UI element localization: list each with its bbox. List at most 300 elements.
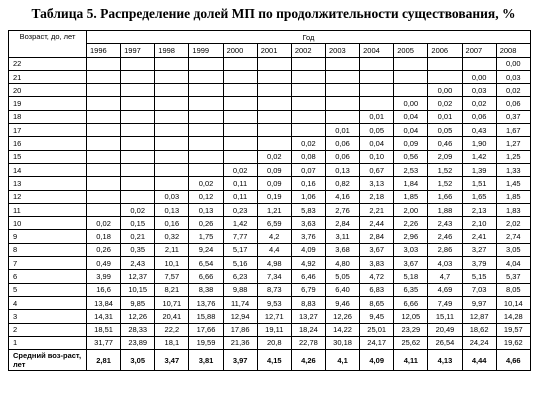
- table-cell: [394, 70, 428, 83]
- table-cell: 4,16: [325, 190, 359, 203]
- year-header: 1999: [189, 44, 223, 57]
- table-cell: 4,69: [428, 283, 462, 296]
- table-cell: 8,05: [496, 283, 530, 296]
- age-label: 21: [9, 70, 87, 83]
- table-cell: [360, 97, 394, 110]
- table-cell: 0,10: [360, 150, 394, 163]
- table-cell: [325, 57, 359, 70]
- table-cell: 13,76: [189, 296, 223, 309]
- table-cell: 1,42: [223, 217, 257, 230]
- table-cell: 0,67: [360, 163, 394, 176]
- table-cell: 16,6: [87, 283, 121, 296]
- table-row: [9, 283, 531, 296]
- table-cell: 5,83: [291, 203, 325, 216]
- table-cell: 2,11: [155, 243, 189, 256]
- table-cell: 0,06: [462, 110, 496, 123]
- table-cell: 0,19: [257, 190, 291, 203]
- age-label: 9: [9, 230, 87, 243]
- table-cell: 2,53: [394, 163, 428, 176]
- table-cell: [155, 110, 189, 123]
- table-cell: [87, 84, 121, 97]
- table-cell: 8,21: [155, 283, 189, 296]
- table-cell: 1,67: [496, 124, 530, 137]
- table-cell: 5,37: [496, 270, 530, 283]
- table-cell: [121, 84, 155, 97]
- table-cell: 4,09: [291, 243, 325, 256]
- table-cell: 20,49: [428, 323, 462, 336]
- age-label: 19: [9, 97, 87, 110]
- table-cell: [428, 70, 462, 83]
- table-cell: 1,42: [462, 150, 496, 163]
- table-cell: 9,24: [189, 243, 223, 256]
- table-cell: 8,73: [257, 283, 291, 296]
- table-cell: 0,43: [462, 124, 496, 137]
- table-row: [9, 323, 531, 336]
- table-cell: [223, 137, 257, 150]
- table-cell: 14,31: [87, 310, 121, 323]
- table-cell: 9,53: [257, 296, 291, 309]
- table-cell: 19,11: [257, 323, 291, 336]
- age-label: 16: [9, 137, 87, 150]
- table-cell: [155, 163, 189, 176]
- table-cell: 0,00: [496, 57, 530, 70]
- average-age-cell: 2,81: [87, 350, 121, 371]
- table-cell: 0,04: [394, 110, 428, 123]
- table-cell: 0,23: [223, 203, 257, 216]
- table-cell: 9,46: [325, 296, 359, 309]
- table-cell: 1,85: [394, 190, 428, 203]
- table-cell: [87, 57, 121, 70]
- table-cell: 1,84: [394, 177, 428, 190]
- table-cell: 3,83: [360, 257, 394, 270]
- table-cell: 2,18: [360, 190, 394, 203]
- table-cell: 2,43: [428, 217, 462, 230]
- table-cell: 7,34: [257, 270, 291, 283]
- table-row: [9, 57, 531, 70]
- average-age-cell: 3,97: [223, 350, 257, 371]
- table-cell: 15,11: [428, 310, 462, 323]
- table-cell: [223, 150, 257, 163]
- age-label: 18: [9, 110, 87, 123]
- table-cell: 1,75: [189, 230, 223, 243]
- table-cell: 8,65: [360, 296, 394, 309]
- table-cell: [121, 137, 155, 150]
- table-cell: [121, 57, 155, 70]
- table-cell: 1,45: [496, 177, 530, 190]
- table-cell: 10,14: [496, 296, 530, 309]
- table-cell: 4,03: [428, 257, 462, 270]
- table-cell: 3,03: [394, 243, 428, 256]
- table-cell: 7,49: [428, 296, 462, 309]
- table-cell: [87, 177, 121, 190]
- table-cell: [291, 97, 325, 110]
- age-label: 11: [9, 203, 87, 216]
- table-cell: 0,32: [155, 230, 189, 243]
- table-cell: 15,88: [189, 310, 223, 323]
- table-cell: 1,52: [428, 177, 462, 190]
- table-cell: 0,37: [496, 110, 530, 123]
- table-row: [9, 110, 531, 123]
- table-cell: 18,51: [87, 323, 121, 336]
- table-cell: 1,39: [462, 163, 496, 176]
- table-cell: 0,02: [291, 137, 325, 150]
- table-cell: 26,54: [428, 336, 462, 349]
- table-cell: 12,26: [121, 310, 155, 323]
- table-cell: [189, 70, 223, 83]
- table-row: [9, 163, 531, 176]
- table-cell: 28,33: [121, 323, 155, 336]
- table-cell: [462, 57, 496, 70]
- table-cell: [325, 110, 359, 123]
- table-cell: 2,46: [428, 230, 462, 243]
- table-cell: 0,05: [428, 124, 462, 137]
- table-row: [9, 70, 531, 83]
- age-label: 2: [9, 323, 87, 336]
- table-cell: 6,79: [291, 283, 325, 296]
- table-cell: [87, 97, 121, 110]
- table-cell: 1,21: [257, 203, 291, 216]
- table-cell: 22,78: [291, 336, 325, 349]
- table-cell: [121, 163, 155, 176]
- table-cell: 20,41: [155, 310, 189, 323]
- table-cell: 31,77: [87, 336, 121, 349]
- table-cell: 2,74: [496, 230, 530, 243]
- table-cell: 0,56: [394, 150, 428, 163]
- table-cell: 17,66: [189, 323, 223, 336]
- table-cell: 14,28: [496, 310, 530, 323]
- table-cell: [155, 124, 189, 137]
- table-cell: 3,67: [394, 257, 428, 270]
- table-row: [9, 97, 531, 110]
- age-label: 3: [9, 310, 87, 323]
- table-cell: [291, 57, 325, 70]
- table-cell: [257, 124, 291, 137]
- table-cell: 9,88: [223, 283, 257, 296]
- table-cell: 0,07: [291, 163, 325, 176]
- table-row: [9, 296, 531, 309]
- table-cell: 0,01: [325, 124, 359, 137]
- table-cell: [257, 137, 291, 150]
- table-cell: 4,72: [360, 270, 394, 283]
- table-cell: 0,02: [121, 203, 155, 216]
- table-row: [9, 84, 531, 97]
- table-cell: [291, 84, 325, 97]
- table-cell: 1,25: [496, 150, 530, 163]
- table-cell: [325, 84, 359, 97]
- table-cell: [87, 150, 121, 163]
- table-cell: [121, 110, 155, 123]
- age-label: 7: [9, 257, 87, 270]
- table-cell: [257, 70, 291, 83]
- table-cell: 0,16: [291, 177, 325, 190]
- table-cell: [223, 97, 257, 110]
- table-cell: 0,82: [325, 177, 359, 190]
- table-cell: 17,86: [223, 323, 257, 336]
- table-cell: 2,21: [360, 203, 394, 216]
- table-cell: [291, 70, 325, 83]
- table-cell: 18,1: [155, 336, 189, 349]
- table-cell: [155, 57, 189, 70]
- table-cell: 22,2: [155, 323, 189, 336]
- table-cell: 8,83: [291, 296, 325, 309]
- table-cell: [360, 84, 394, 97]
- table-cell: [189, 137, 223, 150]
- table-cell: 0,11: [223, 177, 257, 190]
- table-cell: 19,59: [189, 336, 223, 349]
- table-cell: 6,59: [257, 217, 291, 230]
- table-cell: 9,85: [121, 296, 155, 309]
- table-cell: [257, 57, 291, 70]
- table-cell: [189, 84, 223, 97]
- table-cell: [291, 124, 325, 137]
- table-cell: 0,35: [121, 243, 155, 256]
- table-cell: 0,02: [462, 97, 496, 110]
- age-label: 14: [9, 163, 87, 176]
- table-cell: 7,03: [462, 283, 496, 296]
- year-header: 2000: [223, 44, 257, 57]
- table-cell: 0,13: [155, 203, 189, 216]
- average-age-cell: 4,13: [428, 350, 462, 371]
- table-cell: 1,90: [462, 137, 496, 150]
- table-cell: 0,03: [462, 84, 496, 97]
- year-header: 2002: [291, 44, 325, 57]
- table-cell: 5,17: [223, 243, 257, 256]
- table-cell: 24,24: [462, 336, 496, 349]
- table-cell: 0,15: [121, 217, 155, 230]
- table-cell: 4,4: [257, 243, 291, 256]
- year-header: 2001: [257, 44, 291, 57]
- table-cell: [223, 110, 257, 123]
- table-cell: 11,74: [223, 296, 257, 309]
- year-header: 2005: [394, 44, 428, 57]
- table-cell: 6,66: [394, 296, 428, 309]
- table-cell: 0,01: [428, 110, 462, 123]
- table-cell: 14,22: [325, 323, 359, 336]
- table-cell: [223, 84, 257, 97]
- average-age-cell: 3,47: [155, 350, 189, 371]
- table-cell: 3,99: [87, 270, 121, 283]
- table-cell: 0,13: [189, 203, 223, 216]
- table-cell: 0,02: [257, 150, 291, 163]
- table-cell: [87, 190, 121, 203]
- table-cell: 2,84: [325, 217, 359, 230]
- table-cell: [428, 57, 462, 70]
- age-label: 10: [9, 217, 87, 230]
- table-cell: [394, 84, 428, 97]
- table-cell: 0,13: [325, 163, 359, 176]
- table-cell: [394, 57, 428, 70]
- table-cell: 0,02: [496, 84, 530, 97]
- table-cell: 0,06: [325, 137, 359, 150]
- table-cell: 0,49: [87, 257, 121, 270]
- table-cell: 0,02: [87, 217, 121, 230]
- table-cell: 6,46: [291, 270, 325, 283]
- table-cell: 0,12: [189, 190, 223, 203]
- table-cell: 1,06: [291, 190, 325, 203]
- table-row: [9, 257, 531, 270]
- table-cell: 2,02: [496, 217, 530, 230]
- average-age-cell: 4,44: [462, 350, 496, 371]
- table-cell: 19,57: [496, 323, 530, 336]
- average-age-cell: 3,81: [189, 350, 223, 371]
- average-age-cell: 4,1: [325, 350, 359, 371]
- table-cell: 25,01: [360, 323, 394, 336]
- age-label: 8: [9, 243, 87, 256]
- table-cell: 2,13: [462, 203, 496, 216]
- average-age-label: Средний воз-раст, лет: [9, 350, 87, 371]
- table-cell: 0,01: [360, 110, 394, 123]
- table-cell: 0,18: [87, 230, 121, 243]
- table-cell: 0,00: [394, 97, 428, 110]
- year-header: 2007: [462, 44, 496, 57]
- table-cell: 2,26: [394, 217, 428, 230]
- table-cell: 0,16: [155, 217, 189, 230]
- table-cell: [223, 124, 257, 137]
- table-cell: 3,11: [325, 230, 359, 243]
- table-cell: [189, 97, 223, 110]
- table-cell: 3,79: [462, 257, 496, 270]
- table-cell: 12,71: [257, 310, 291, 323]
- table-cell: 2,96: [394, 230, 428, 243]
- table-cell: [87, 110, 121, 123]
- table-cell: 0,00: [462, 70, 496, 83]
- table-cell: 19,62: [496, 336, 530, 349]
- table-cell: 8,38: [189, 283, 223, 296]
- table-cell: 2,10: [462, 217, 496, 230]
- table-cell: 0,00: [428, 84, 462, 97]
- table-cell: 10,1: [155, 257, 189, 270]
- table-cell: 1,33: [496, 163, 530, 176]
- table-cell: 2,44: [360, 217, 394, 230]
- table-cell: [155, 97, 189, 110]
- table-cell: 0,26: [189, 217, 223, 230]
- table-cell: [87, 163, 121, 176]
- table-row: [9, 190, 531, 203]
- table-cell: 0,11: [223, 190, 257, 203]
- table-row: [9, 270, 531, 283]
- table-cell: 7,77: [223, 230, 257, 243]
- year-header: 2003: [325, 44, 359, 57]
- table-cell: 4,98: [257, 257, 291, 270]
- table-row: [9, 137, 531, 150]
- table-cell: [87, 137, 121, 150]
- table-cell: 0,04: [394, 124, 428, 137]
- table-cell: 1,51: [462, 177, 496, 190]
- table-cell: [121, 70, 155, 83]
- table-cell: 0,21: [121, 230, 155, 243]
- table-cell: [155, 70, 189, 83]
- table-cell: [121, 124, 155, 137]
- year-header: 1997: [121, 44, 155, 57]
- average-age-cell: 4,15: [257, 350, 291, 371]
- table-cell: 4,2: [257, 230, 291, 243]
- table-cell: 6,54: [189, 257, 223, 270]
- table-cell: [87, 124, 121, 137]
- table-cell: 9,45: [360, 310, 394, 323]
- table-cell: [87, 70, 121, 83]
- table-cell: [87, 203, 121, 216]
- average-age-row: [9, 350, 531, 371]
- table-cell: [121, 190, 155, 203]
- table-cell: 12,26: [325, 310, 359, 323]
- table-cell: [189, 110, 223, 123]
- table-cell: 0,26: [87, 243, 121, 256]
- table-cell: 4,80: [325, 257, 359, 270]
- table-cell: [189, 150, 223, 163]
- table-cell: [189, 163, 223, 176]
- table-cell: 24,17: [360, 336, 394, 349]
- table-cell: 3,76: [291, 230, 325, 243]
- table-cell: 5,16: [223, 257, 257, 270]
- table-cell: 7,57: [155, 270, 189, 283]
- table-cell: 30,18: [325, 336, 359, 349]
- table-cell: 5,15: [462, 270, 496, 283]
- table-cell: 9,97: [462, 296, 496, 309]
- table-cell: 0,02: [428, 97, 462, 110]
- table-cell: 25,62: [394, 336, 428, 349]
- table-cell: 4,7: [428, 270, 462, 283]
- table-cell: 18,24: [291, 323, 325, 336]
- age-label: 22: [9, 57, 87, 70]
- year-header: 2006: [428, 44, 462, 57]
- table-cell: 5,18: [394, 270, 428, 283]
- average-age-cell: 4,66: [496, 350, 530, 371]
- average-age-cell: 4,26: [291, 350, 325, 371]
- table-cell: 0,04: [360, 137, 394, 150]
- table-cell: 18,62: [462, 323, 496, 336]
- table-cell: [121, 97, 155, 110]
- age-label: 6: [9, 270, 87, 283]
- table-cell: 6,66: [189, 270, 223, 283]
- table-cell: 0,09: [257, 177, 291, 190]
- table-cell: 13,84: [87, 296, 121, 309]
- table-cell: 12,37: [121, 270, 155, 283]
- table-cell: 0,06: [325, 150, 359, 163]
- table-cell: 0,06: [496, 97, 530, 110]
- table-cell: [325, 97, 359, 110]
- year-header: 1996: [87, 44, 121, 57]
- table-cell: 0,02: [189, 177, 223, 190]
- table-cell: [121, 150, 155, 163]
- table-cell: 13,27: [291, 310, 325, 323]
- table-row: [9, 217, 531, 230]
- table-cell: 3,63: [291, 217, 325, 230]
- table-cell: 23,89: [121, 336, 155, 349]
- table-row: [9, 203, 531, 216]
- year-header: 2008: [496, 44, 530, 57]
- table-row: [9, 243, 531, 256]
- table-cell: 0,05: [360, 124, 394, 137]
- table-cell: 1,52: [428, 163, 462, 176]
- table-cell: [155, 150, 189, 163]
- table-cell: 20,8: [257, 336, 291, 349]
- table-cell: 6,23: [223, 270, 257, 283]
- age-label: 5: [9, 283, 87, 296]
- table-row: [9, 336, 531, 349]
- table-cell: 0,03: [496, 70, 530, 83]
- table-cell: 1,88: [428, 203, 462, 216]
- table-cell: 0,09: [394, 137, 428, 150]
- table-cell: [257, 110, 291, 123]
- table-cell: [155, 177, 189, 190]
- table-cell: 12,87: [462, 310, 496, 323]
- table-cell: 4,04: [496, 257, 530, 270]
- table-cell: 6,35: [394, 283, 428, 296]
- table-cell: 2,84: [360, 230, 394, 243]
- table-cell: 1,65: [462, 190, 496, 203]
- table-cell: 1,27: [496, 137, 530, 150]
- table-cell: 0,09: [257, 163, 291, 176]
